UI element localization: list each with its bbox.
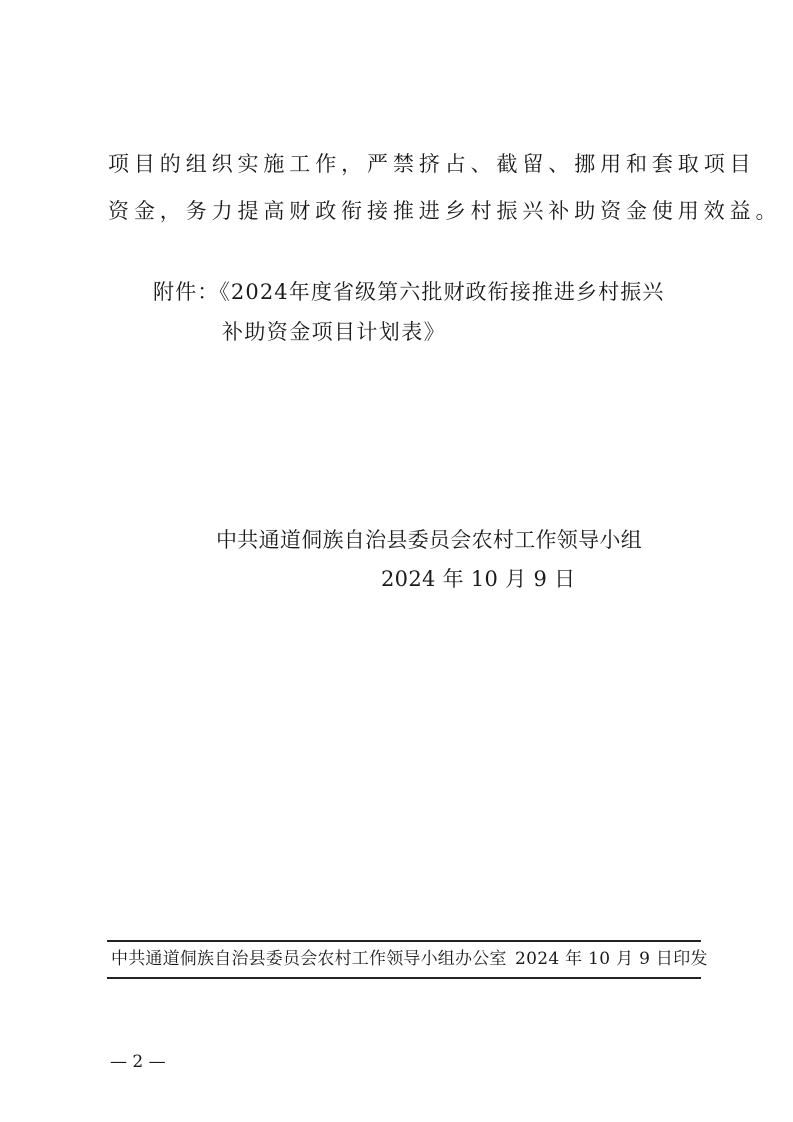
signature-organization: 中共通道侗族自治县委员会农村工作领导小组 (216, 528, 642, 552)
footer-top-rule (107, 940, 701, 942)
attachment-line-2: 补助资金项目计划表》 (222, 320, 446, 344)
signature-date: 2024 年 10 月 9 日 (381, 567, 576, 591)
body-text-line-2: 资金，务力提高财政衔接推进乡村振兴补助资金使用效益。 (108, 199, 782, 223)
page-number: — 2 — (110, 1052, 166, 1072)
footer-bottom-rule (107, 977, 701, 979)
footer-issuer: 中共通道侗族自治县委员会农村工作领导小组办公室 (111, 949, 507, 969)
attachment-line-1: 附件：《2024年度省级第六批财政衔接推进乡村振兴 (153, 280, 665, 304)
body-text-line-1: 项目的组织实施工作，严禁挤占、截留、挪用和套取项目 (108, 152, 756, 176)
footer-issue-date: 2024 年 10 月 9 日印发 (515, 949, 708, 969)
